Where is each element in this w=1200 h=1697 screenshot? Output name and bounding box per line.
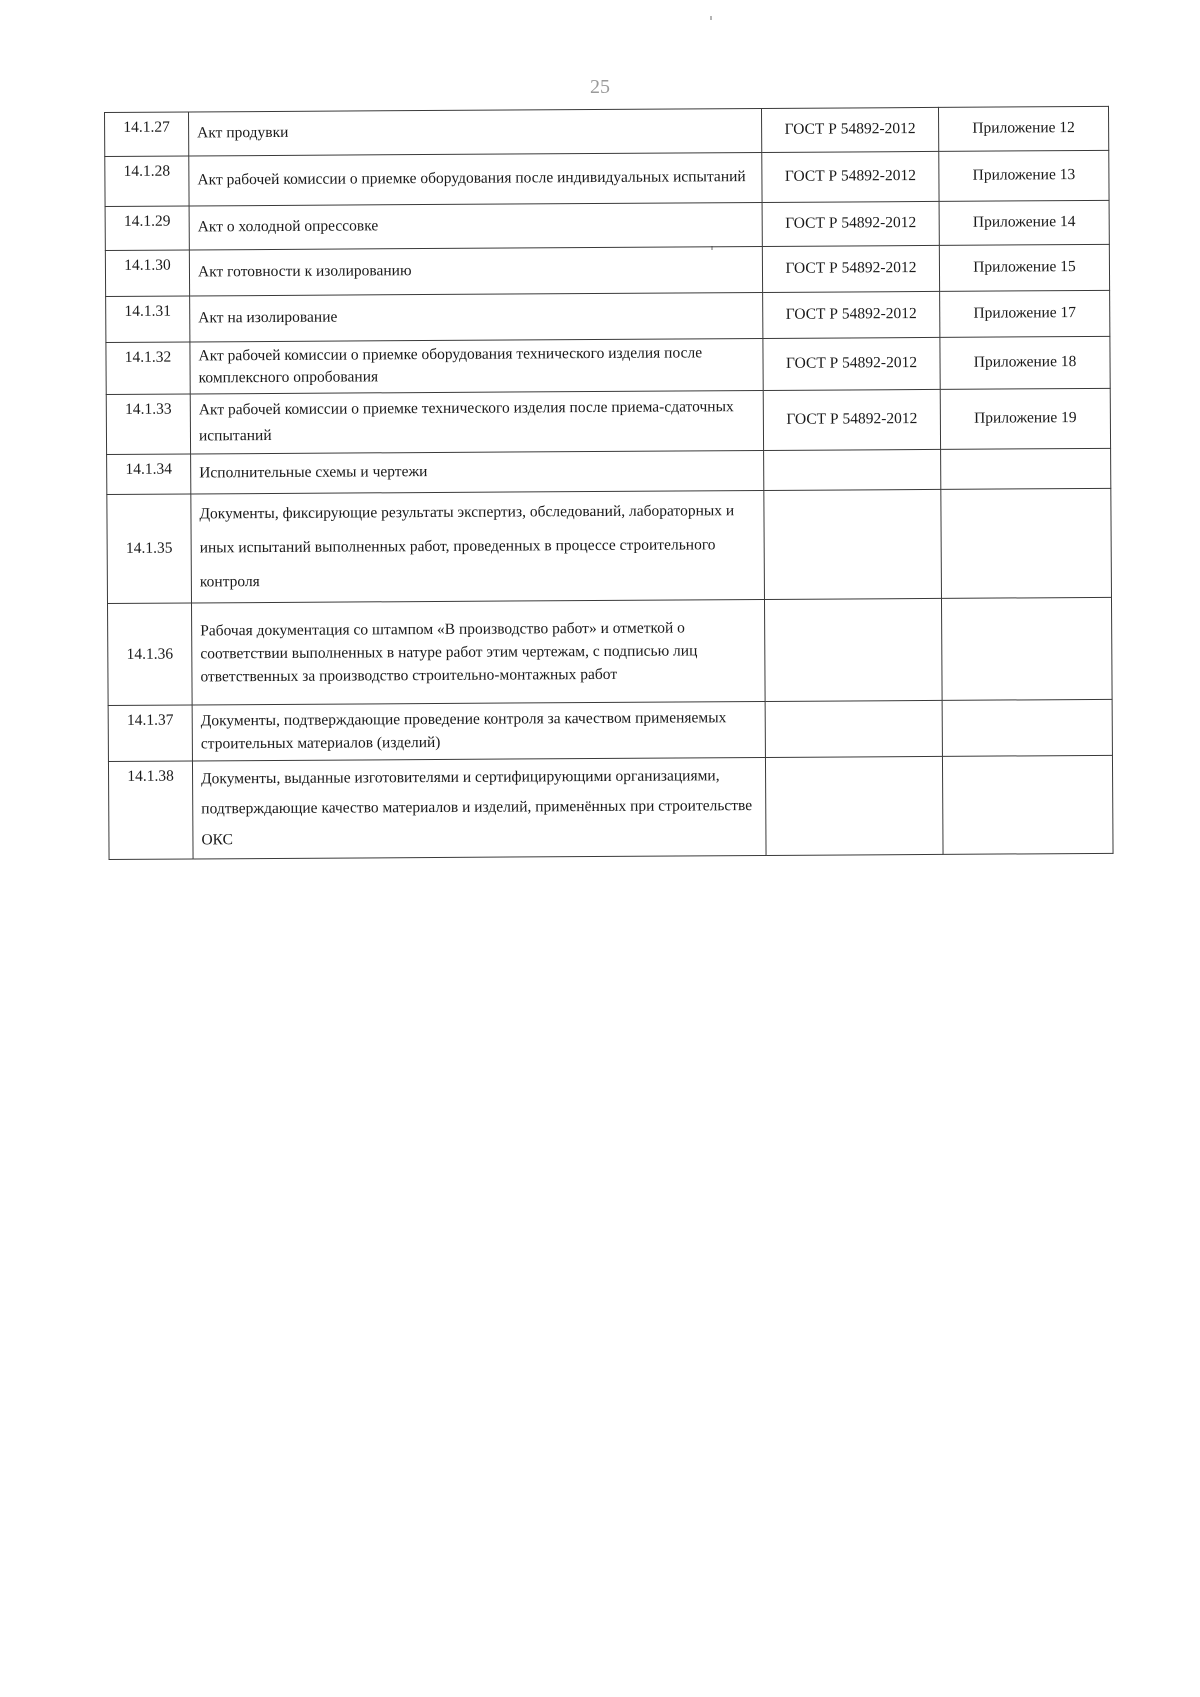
row-number: 14.1.34 — [107, 454, 191, 495]
standard-reference — [765, 701, 942, 758]
standard-reference: ГОСТ Р 54892-2012 — [763, 389, 940, 450]
table-row — [105, 106, 1109, 156]
standard-reference: ГОСТ Р 54892-2012 — [763, 337, 940, 390]
table-row — [105, 200, 1109, 250]
standard-reference: ГОСТ Р 54892-2012 — [761, 107, 938, 152]
standard-reference: ГОСТ Р 54892-2012 — [762, 151, 939, 202]
standard-reference — [764, 489, 942, 599]
table-row — [105, 244, 1109, 296]
standard-reference: ГОСТ Р 54892-2012 — [763, 291, 940, 338]
documents-table — [104, 106, 1114, 860]
table-row — [106, 290, 1110, 342]
row-number: 14.1.38 — [108, 761, 193, 859]
table-row — [107, 488, 1112, 603]
document-name: Акт рабочей комиссии о приемке технического изделия после приема-сдаточных испытаний — [190, 390, 763, 453]
document-name: Акт о холодной опрессовке — [189, 202, 762, 249]
table-row — [106, 336, 1110, 394]
document-name: Акт рабочей комиссии о приемке оборудования технического изделия после комплексного опробования — [190, 338, 763, 393]
standard-reference — [764, 599, 942, 702]
document-name: Документы, выданные изготовителями и сертифицирующими организациями, подтверждающие качество материалов и изделий, применённых при строительстве ОКС — [192, 758, 766, 859]
document-name: Акт рабочей комиссии о приемке оборудования после индивидуальных испытаний — [189, 152, 762, 205]
appendix-reference — [941, 488, 1112, 598]
table-row — [106, 388, 1110, 454]
row-number: 14.1.37 — [108, 705, 192, 762]
table-row — [107, 448, 1111, 494]
standard-reference: ГОСТ Р 54892-2012 — [762, 201, 939, 246]
row-number: 14.1.28 — [105, 156, 189, 207]
appendix-reference: Приложение 17 — [940, 290, 1110, 337]
document-name: Документы, фиксирующие результаты экспертиз, обследований, лабораторных и иных испытаний выполненных работ, проведенных в процессе строительного контроля — [191, 490, 765, 603]
document-name: Акт готовности к изолированию — [189, 246, 762, 295]
scan-speck — [710, 16, 712, 20]
page-number: 25 — [590, 76, 610, 98]
document-name: Рабочая документация со штампом «В производство работ» и отметкой о соответствии выполненных в натуре работ этим чертежам, с подписью лиц ответственных за производство строительно-монтажных работ — [192, 600, 766, 705]
row-number: 14.1.32 — [106, 342, 190, 394]
table-row — [108, 598, 1113, 706]
document-name: Документы, подтверждающие проведение контроля за качеством применяемых строительных материалов (изделий) — [192, 702, 765, 761]
appendix-reference — [941, 598, 1112, 701]
row-number: 14.1.33 — [106, 394, 190, 455]
standard-reference — [764, 449, 941, 490]
appendix-reference: Приложение 18 — [940, 336, 1110, 389]
appendix-reference — [942, 756, 1113, 855]
row-number: 14.1.27 — [105, 112, 189, 157]
standard-reference: ГОСТ Р 54892-2012 — [762, 245, 939, 292]
table-row — [108, 756, 1113, 860]
appendix-reference: Приложение 15 — [939, 244, 1109, 291]
row-number: 14.1.31 — [106, 296, 190, 343]
document-name: Акт продувки — [189, 108, 762, 155]
row-number: 14.1.30 — [105, 250, 189, 297]
table-row — [105, 150, 1109, 206]
appendix-reference: Приложение 13 — [939, 150, 1109, 201]
appendix-reference — [942, 700, 1112, 757]
row-number: 14.1.29 — [105, 206, 189, 251]
row-number: 14.1.35 — [107, 494, 192, 604]
row-number: 14.1.36 — [108, 603, 193, 706]
appendix-reference: Приложение 19 — [940, 388, 1110, 449]
document-name: Исполнительные схемы и чертежи — [191, 450, 764, 493]
appendix-reference: Приложение 14 — [939, 200, 1109, 245]
table-row — [108, 700, 1112, 762]
document-name: Акт на изолирование — [190, 292, 763, 341]
appendix-reference: Приложение 12 — [938, 106, 1108, 151]
appendix-reference — [941, 448, 1111, 489]
standard-reference — [765, 757, 943, 856]
